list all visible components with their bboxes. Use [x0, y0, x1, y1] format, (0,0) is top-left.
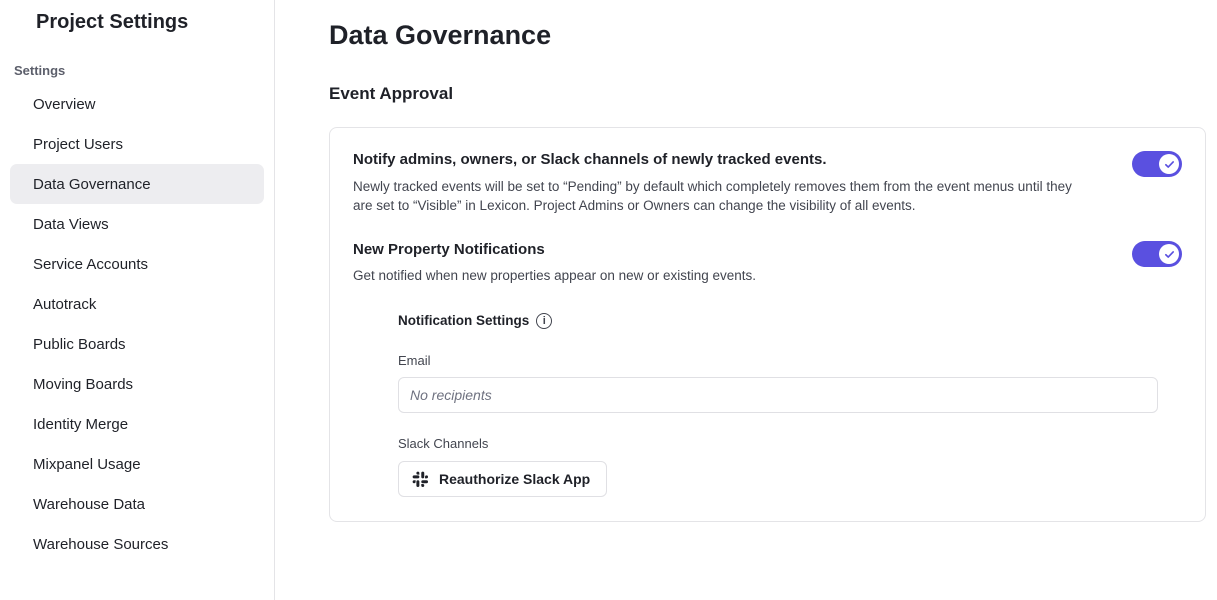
- sidebar-nav: [0, 84, 274, 564]
- reauthorize-slack-app-label: Reauthorize Slack App: [439, 471, 591, 487]
- main-content: [275, 0, 1217, 600]
- sidebar-item-autotrack[interactable]: [10, 284, 264, 324]
- sidebar-item-label: Overview: [33, 95, 96, 113]
- page-title: Data Governance: [329, 20, 552, 50]
- email-recipients-input[interactable]: [398, 377, 1158, 413]
- notification-settings-block: [353, 312, 1182, 497]
- sidebar-item-label: Mixpanel Usage: [33, 455, 141, 473]
- sidebar-item-label: Project Users: [33, 135, 124, 153]
- sidebar-section-label: Settings: [14, 63, 66, 78]
- toggle-knob-check-icon: [1159, 244, 1179, 264]
- sidebar-item-label: Data Governance: [33, 175, 151, 193]
- notify-admins-row: [353, 150, 1182, 215]
- sidebar-item-data-governance[interactable]: [10, 164, 264, 204]
- notify-admins-description: Newly tracked events will be set to “Pending” by default which completely removes them from the event menus until they are set to “Visible” in Lexicon. Project Admins or Owners can change the visibility of all events.: [353, 179, 1072, 213]
- notification-settings-title-row: [398, 312, 1182, 330]
- sidebar-item-label: Moving Boards: [33, 375, 134, 393]
- sidebar-item-label: Warehouse Sources: [33, 535, 169, 553]
- notification-settings-title: Notification Settings: [398, 313, 530, 328]
- email-field-label: Email: [398, 353, 431, 368]
- sidebar: [0, 0, 275, 600]
- new-property-notifications-text: [353, 240, 756, 285]
- new-property-notifications-toggle[interactable]: [1132, 241, 1182, 267]
- sidebar-item-identity-merge[interactable]: [10, 404, 264, 444]
- sidebar-item-label: Public Boards: [33, 335, 126, 353]
- sidebar-item-project-users[interactable]: [10, 124, 264, 164]
- toggle-knob-check-icon: [1159, 154, 1179, 174]
- sidebar-item-public-boards[interactable]: [10, 324, 264, 364]
- section-title-event-approval: Event Approval: [329, 84, 454, 103]
- event-approval-card: [329, 127, 1206, 522]
- sidebar-item-moving-boards[interactable]: [10, 364, 264, 404]
- sidebar-item-label: Identity Merge: [33, 415, 129, 433]
- sidebar-item-mixpanel-usage[interactable]: [10, 444, 264, 484]
- sidebar-item-label: Data Views: [33, 215, 109, 233]
- new-property-notifications-row: [353, 240, 1182, 285]
- notify-admins-toggle[interactable]: [1132, 151, 1182, 177]
- sidebar-item-warehouse-sources[interactable]: [10, 524, 264, 564]
- notify-admins-text: [353, 150, 1093, 215]
- new-property-notifications-heading: New Property Notifications: [353, 241, 545, 258]
- sidebar-item-overview[interactable]: [10, 84, 264, 124]
- sidebar-item-label: Service Accounts: [33, 255, 149, 273]
- slack-channels-label: Slack Channels: [398, 436, 489, 451]
- sidebar-item-label: Warehouse Data: [33, 495, 146, 513]
- slack-icon: [412, 471, 429, 488]
- notify-admins-heading: Notify admins, owners, or Slack channels of newly tracked events.: [353, 151, 827, 168]
- reauthorize-slack-app-button[interactable]: [398, 461, 607, 497]
- new-property-notifications-description: Get notified when new properties appear on new or existing events.: [353, 268, 756, 283]
- sidebar-title: Project Settings: [36, 11, 189, 33]
- sidebar-item-data-views[interactable]: [10, 204, 264, 244]
- sidebar-item-label: Autotrack: [33, 295, 97, 313]
- sidebar-item-warehouse-data[interactable]: [10, 484, 264, 524]
- sidebar-item-service-accounts[interactable]: [10, 244, 264, 284]
- info-icon[interactable]: i: [536, 313, 552, 329]
